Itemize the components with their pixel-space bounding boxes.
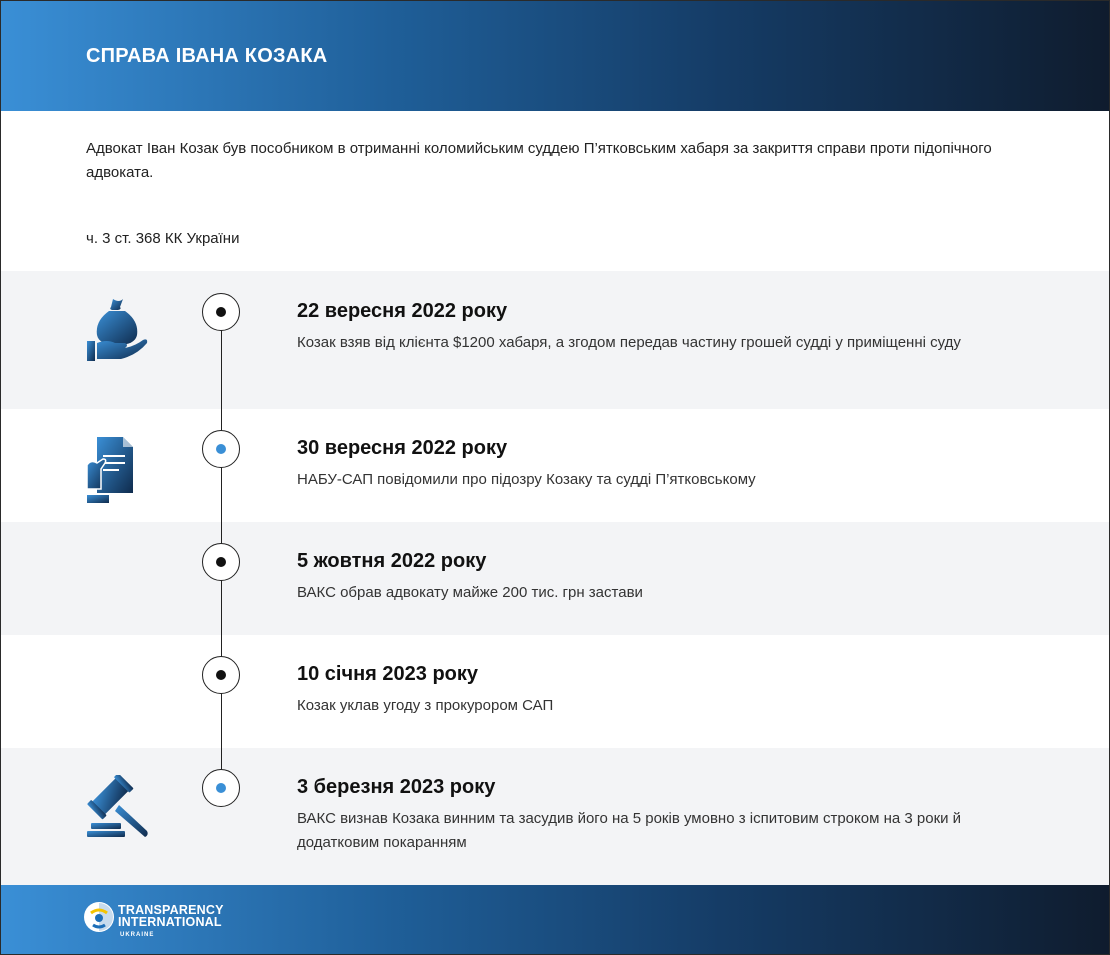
event-description: ВАКС визнав Козака винним та засудив його на 5 років умовно з іспитовим строком на 3 роки й додатковим покаранням (297, 810, 962, 851)
header-banner (1, 1, 1109, 111)
timeline-row (1, 522, 1109, 635)
event-description: НАБУ-САП повідомили про підозру Козаку та судді П’ятковському (297, 471, 756, 488)
timeline-dot (216, 444, 226, 454)
timeline-node (202, 543, 240, 581)
gavel-icon (85, 775, 151, 844)
logo-line1: TRANSPARENCY (118, 903, 224, 917)
law-reference: ч. 3 ст. 368 КК України (86, 230, 240, 247)
timeline-dot (216, 783, 226, 793)
event-date: 10 січня 2023 року (297, 663, 479, 685)
event-description: ВАКС обрав адвокату майже 200 тис. грн застави (297, 584, 643, 601)
timeline-row (1, 635, 1109, 748)
document-hand-icon (85, 435, 135, 512)
timeline-node (202, 769, 240, 807)
money-bag-hand-icon (85, 297, 149, 368)
timeline-node (202, 430, 240, 468)
timeline-dot (216, 670, 226, 680)
timeline-node (202, 293, 240, 331)
timeline-node (202, 656, 240, 694)
event-date: 30 вересня 2022 року (297, 437, 508, 459)
event-date: 22 вересня 2022 року (297, 300, 508, 322)
page-title: СПРАВА ІВАНА КОЗАКА (86, 45, 328, 67)
timeline-dot (216, 307, 226, 317)
event-description: Козак взяв від клієнта $1200 хабаря, а згодом передав частину грошей судді у приміщенні суду (297, 334, 961, 351)
event-date: 3 березня 2023 року (297, 776, 496, 798)
ti-logo-icon (83, 901, 115, 938)
logo-line3: UKRAINE (120, 932, 155, 938)
logo-line2: INTERNATIONAL (118, 915, 222, 929)
intro-text: Адвокат Іван Козак був пособником в отриманні коломийським суддею П’ятковським хабаря за закриття справи проти підопічного адвоката. (86, 140, 992, 181)
event-description: Козак уклав угоду з прокурором САП (297, 697, 554, 714)
ti-logo-text (118, 904, 224, 941)
event-date: 5 жовтня 2022 року (297, 550, 487, 572)
timeline-row (1, 409, 1109, 522)
timeline-dot (216, 557, 226, 567)
